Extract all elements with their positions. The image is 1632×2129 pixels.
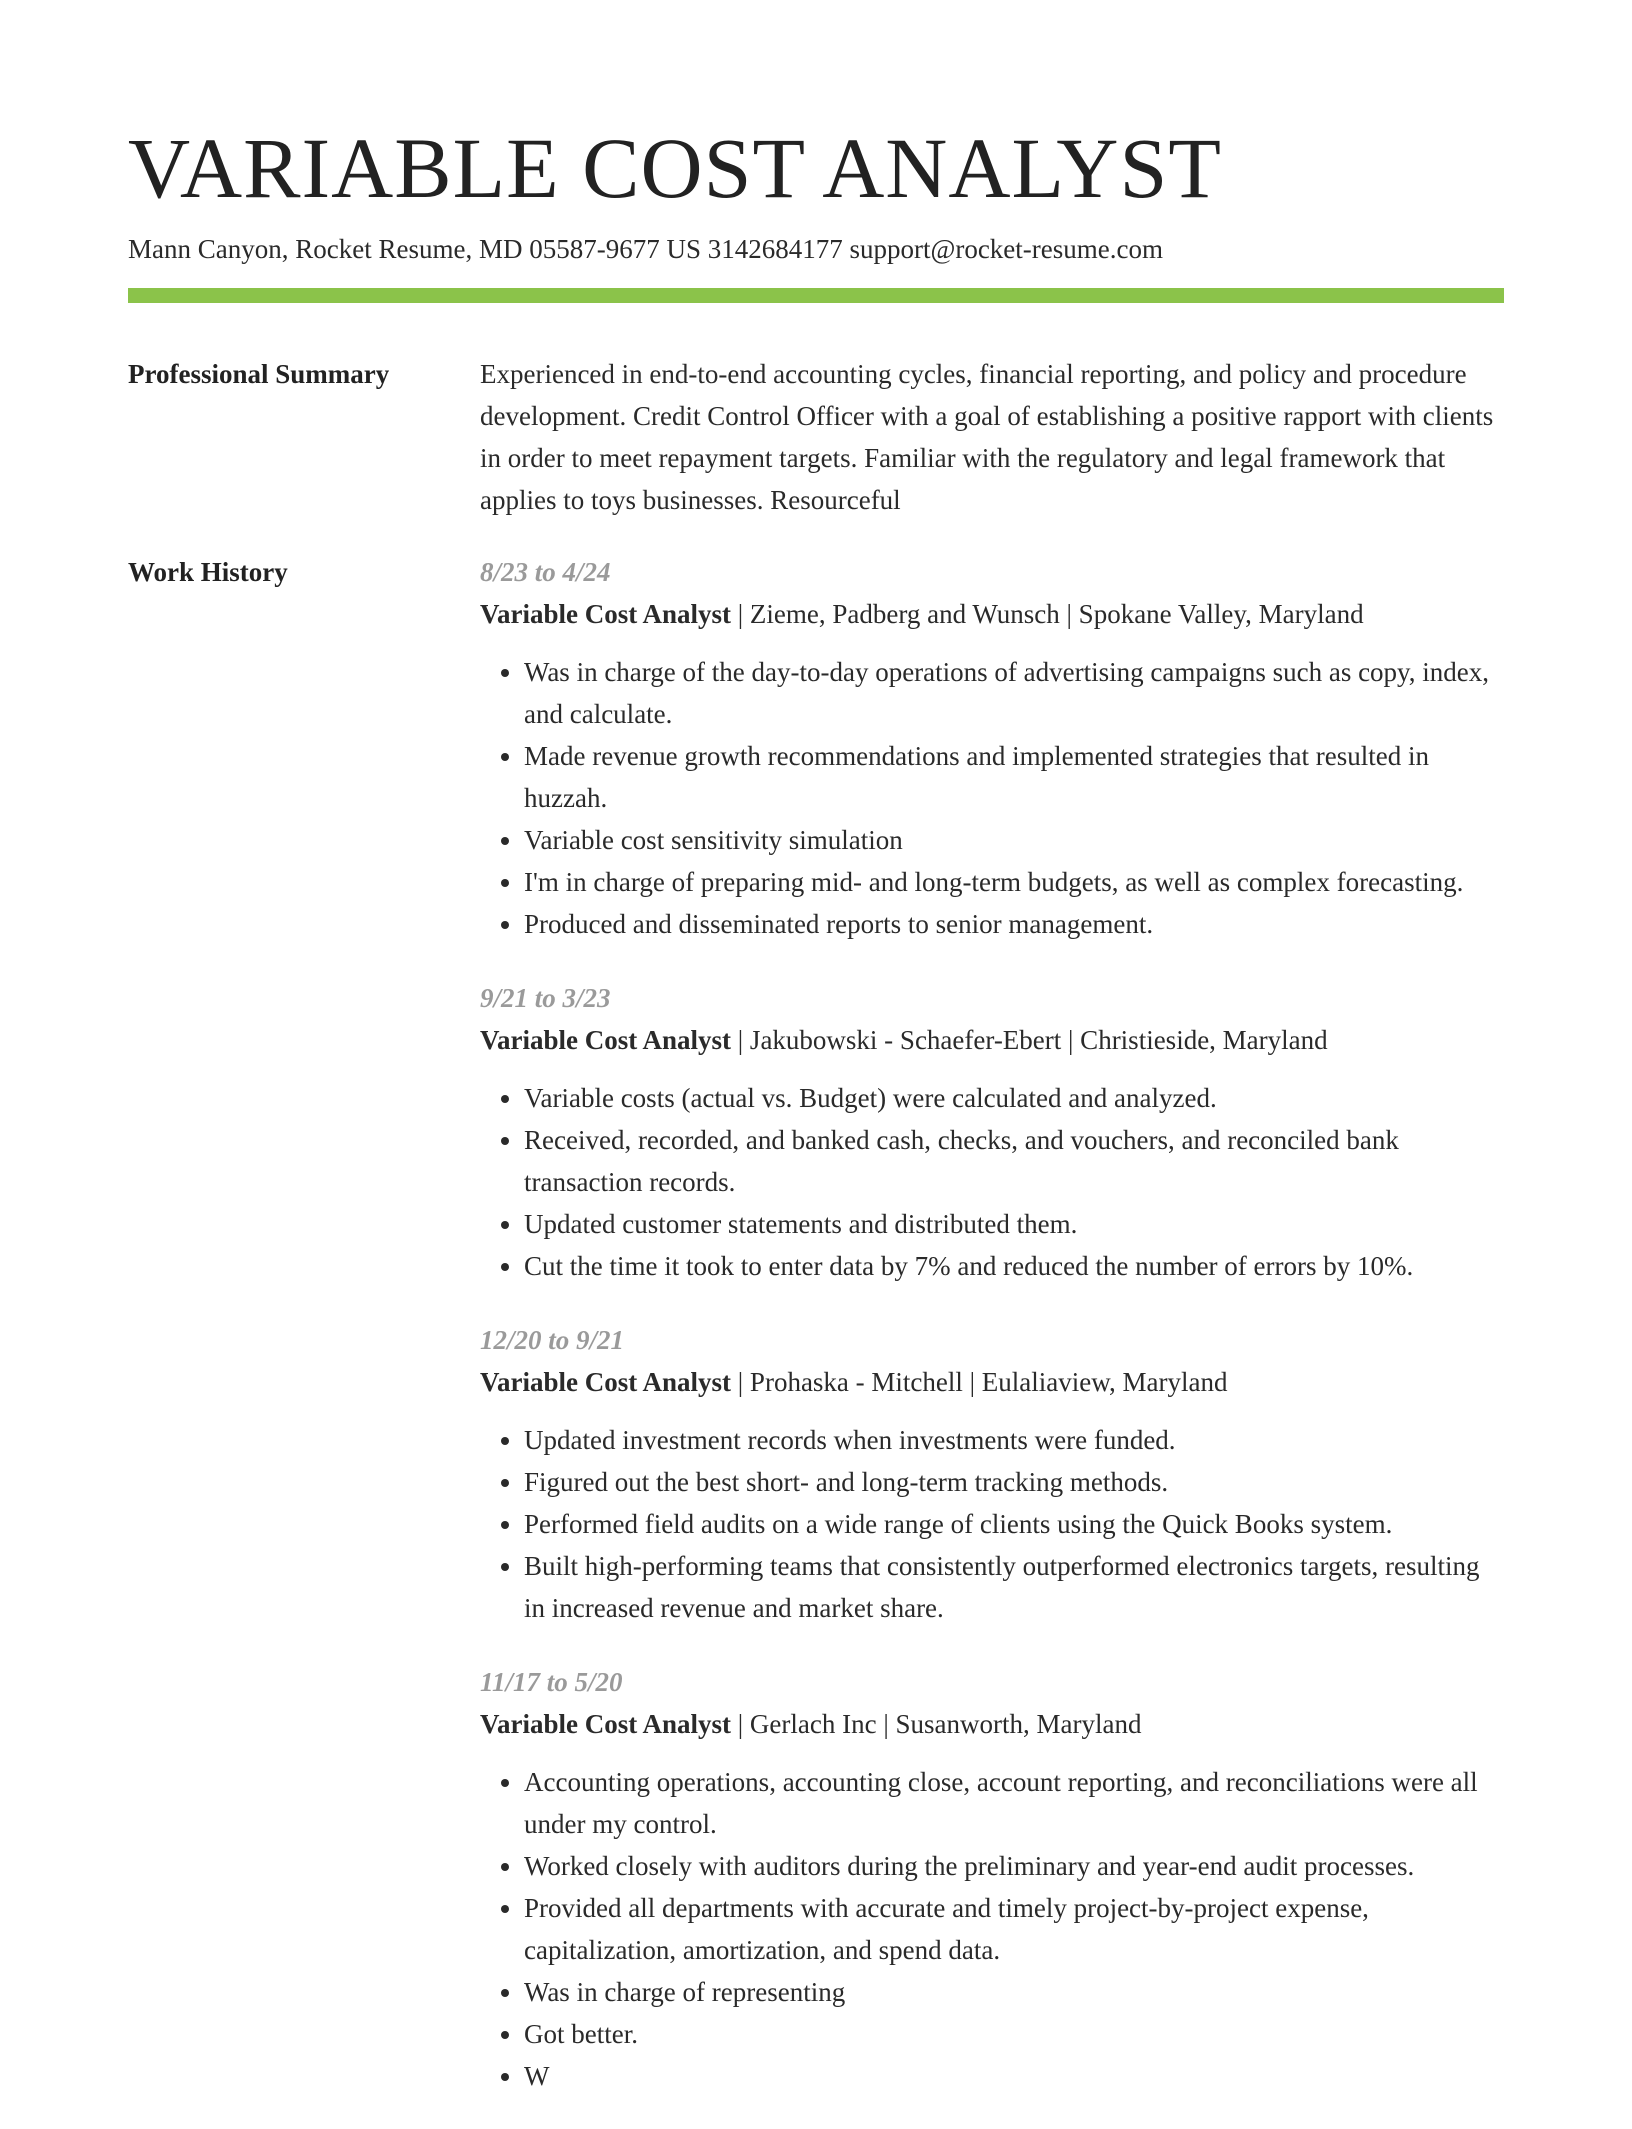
job-title: Variable Cost Analyst — [480, 1367, 732, 1397]
job-bullet: • Was in charge of representing — [524, 1971, 1504, 2013]
resume-name: VARIABLE COST ANALYST — [128, 120, 1222, 216]
job-company-location: | Prohaska - Mitchell | Eulaliaview, Maryland — [731, 1367, 1228, 1397]
job-bullet: • Got better. — [524, 2013, 1504, 2055]
job-title: Variable Cost Analyst — [480, 1709, 732, 1739]
job-bullet: • Received, recorded, and banked cash, checks, and vouchers, and reconciled bank transaction records. — [524, 1119, 1504, 1203]
job-bullet: • Produced and disseminated reports to senior management. — [524, 903, 1504, 945]
job-bullet: • Was in charge of the day-to-day operations of advertising campaigns such as copy, index, and calculate. — [524, 651, 1504, 735]
header-divider — [128, 288, 1504, 303]
job-bullet: • Provided all departments with accurate and timely project-by-project expense, capitalization, amortization, and spend data. — [524, 1887, 1504, 1971]
summary-heading: Professional Summary — [128, 359, 390, 389]
job-header — [480, 1361, 1504, 1403]
job-bullets — [480, 1761, 1504, 2097]
job-bullets — [480, 651, 1504, 945]
job-entry — [480, 977, 1504, 1287]
job-entry — [480, 1319, 1504, 1629]
job-dates: 11/17 to 5/20 — [480, 1667, 623, 1697]
summary-text: Experienced in end-to-end accounting cycles, financial reporting, and policy and procedure development. Credit Control Officer with a goal of establishing a positive rapport with clients in order to meet repayment targets. Familiar with the regulatory and legal framework that applies to toys businesses. Resourceful — [480, 359, 1494, 515]
job-dates: 12/20 to 9/21 — [480, 1325, 625, 1355]
contact-phone: 3142684177 — [707, 234, 843, 264]
summary-section — [128, 353, 1504, 521]
job-company-location: | Zieme, Padberg and Wunsch | Spokane Valley, Maryland — [731, 599, 1364, 629]
job-bullet: • Built high-performing teams that consistently outperformed electronics targets, resulting in increased revenue and market share. — [524, 1545, 1504, 1629]
resume-page — [128, 118, 1504, 2129]
job-list — [480, 551, 1504, 2129]
job-header — [480, 593, 1504, 635]
work-history-heading: Work History — [128, 557, 288, 587]
job-bullet: • Performed field audits on a wide range of clients using the Quick Books system. — [524, 1503, 1504, 1545]
job-bullet: • W — [524, 2055, 1504, 2097]
job-bullets — [480, 1077, 1504, 1287]
job-bullet: • Accounting operations, accounting close, account reporting, and reconciliations were all under my control. — [524, 1761, 1504, 1845]
job-bullet: • Variable cost sensitivity simulation — [524, 819, 1504, 861]
job-entry — [480, 551, 1504, 945]
job-entry — [480, 1661, 1504, 2097]
job-title: Variable Cost Analyst — [480, 1025, 732, 1055]
job-bullet: • Updated investment records when investments were funded. — [524, 1419, 1504, 1461]
job-header — [480, 1019, 1504, 1061]
job-company-location: | Gerlach Inc | Susanworth, Maryland — [731, 1709, 1142, 1739]
job-bullet: • Worked closely with auditors during the preliminary and year-end audit processes. — [524, 1845, 1504, 1887]
work-history-section — [128, 551, 1504, 2129]
job-bullet: • Made revenue growth recommendations and implemented strategies that resulted in huzzah. — [524, 735, 1504, 819]
job-bullet: • Variable costs (actual vs. Budget) were calculated and analyzed. — [524, 1077, 1504, 1119]
job-bullet: • I'm in charge of preparing mid- and long-term budgets, as well as complex forecasting. — [524, 861, 1504, 903]
contact-email: support@rocket-resume.com — [849, 234, 1163, 264]
contact-address: Mann Canyon, Rocket Resume, MD 05587-9677 US — [128, 234, 701, 264]
job-company-location: | Jakubowski - Schaefer-Ebert | Christieside, Maryland — [731, 1025, 1328, 1055]
job-bullet: • Updated customer statements and distributed them. — [524, 1203, 1504, 1245]
job-title: Variable Cost Analyst — [480, 599, 732, 629]
job-bullet: • Figured out the best short- and long-term tracking methods. — [524, 1461, 1504, 1503]
job-dates: 9/21 to 3/23 — [480, 983, 611, 1013]
contact-line — [128, 232, 1504, 266]
job-dates: 8/23 to 4/24 — [480, 557, 611, 587]
job-header — [480, 1703, 1504, 1745]
job-bullets — [480, 1419, 1504, 1629]
job-bullet: • Cut the time it took to enter data by 7% and reduced the number of errors by 10%. — [524, 1245, 1504, 1287]
